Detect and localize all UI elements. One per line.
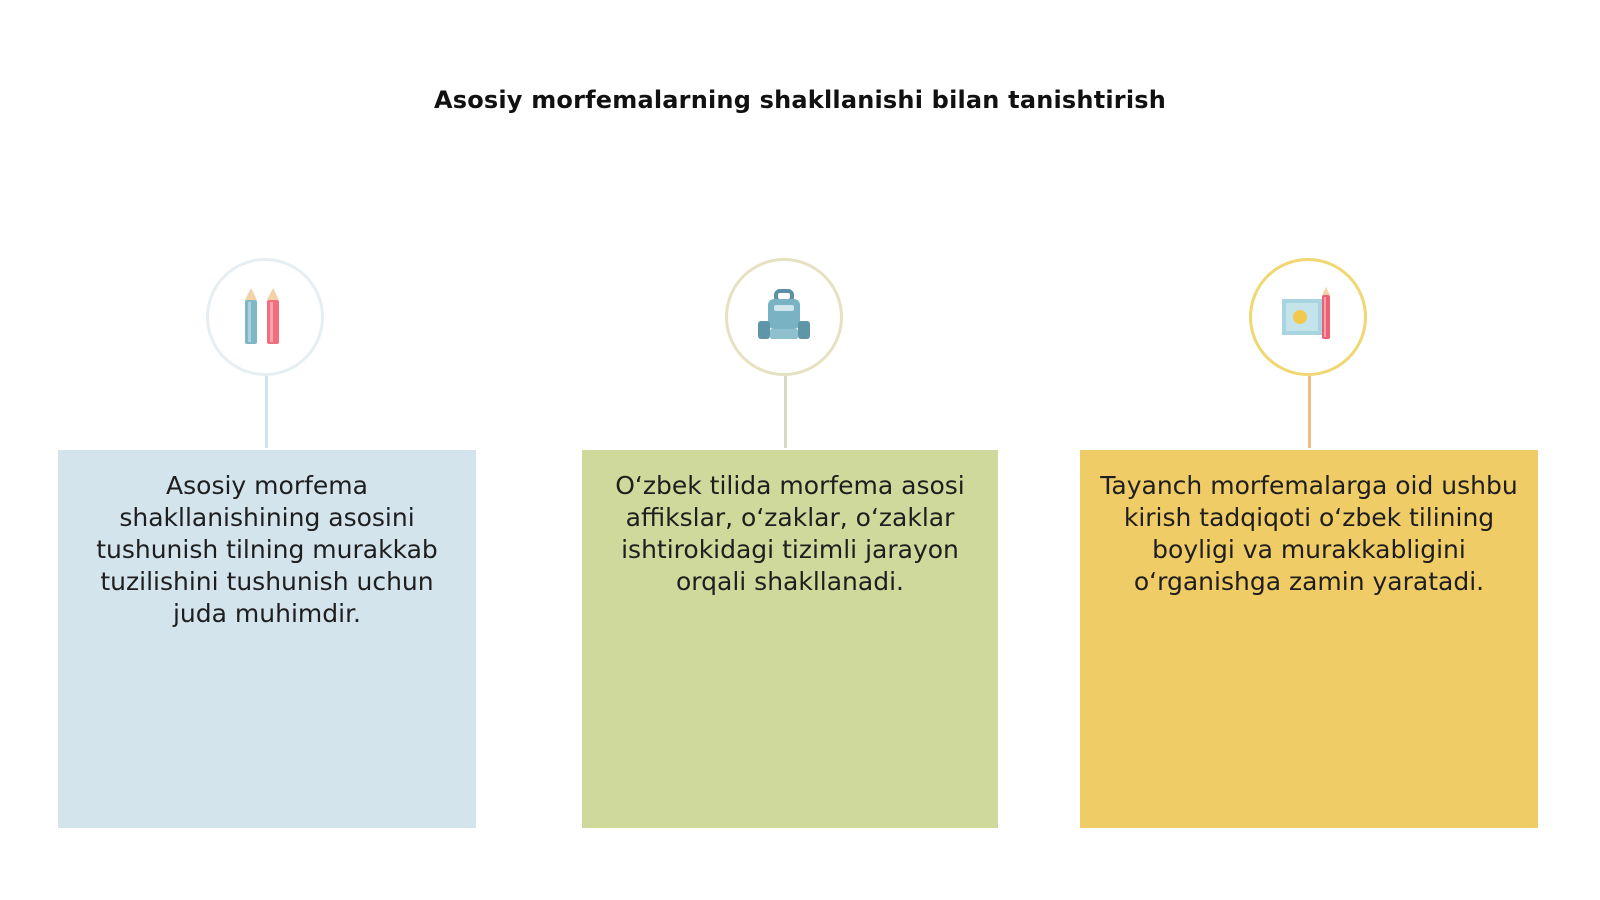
info-card-3	[1080, 450, 1538, 828]
card-text-2: O‘zbek tilida morfema asosi affikslar, o‘zaklar, o‘zaklar ishtirokidagi tizimli jarayon orqali shakllanadi.	[615, 471, 965, 596]
card-text-1: Asosiy morfema shakllanishining asosini tushunish tilning murakkab tuzilishini tushunish uchun juda muhimdir.	[96, 471, 438, 628]
connector-line-2	[784, 376, 787, 448]
slide-title: Asosiy morfemalarning shakllanishi bilan tanishtirish	[433, 86, 1167, 114]
icon-circle-3	[1249, 258, 1367, 376]
picture-and-crayon-icon	[1278, 287, 1338, 347]
info-card-2	[582, 450, 998, 828]
pencils-icon	[237, 286, 293, 348]
icon-circle-1	[206, 258, 324, 376]
connector-line-3	[1308, 376, 1311, 448]
icon-circle-2	[725, 258, 843, 376]
info-card-1	[58, 450, 476, 828]
backpack-icon	[754, 287, 814, 347]
connector-line-1	[265, 376, 268, 448]
card-text-3: Tayanch morfemalarga oid ushbu kirish tadqiqoti o‘zbek tilining boyligi va murakkabligini o‘rganishga zamin yaratadi.	[1100, 471, 1518, 596]
